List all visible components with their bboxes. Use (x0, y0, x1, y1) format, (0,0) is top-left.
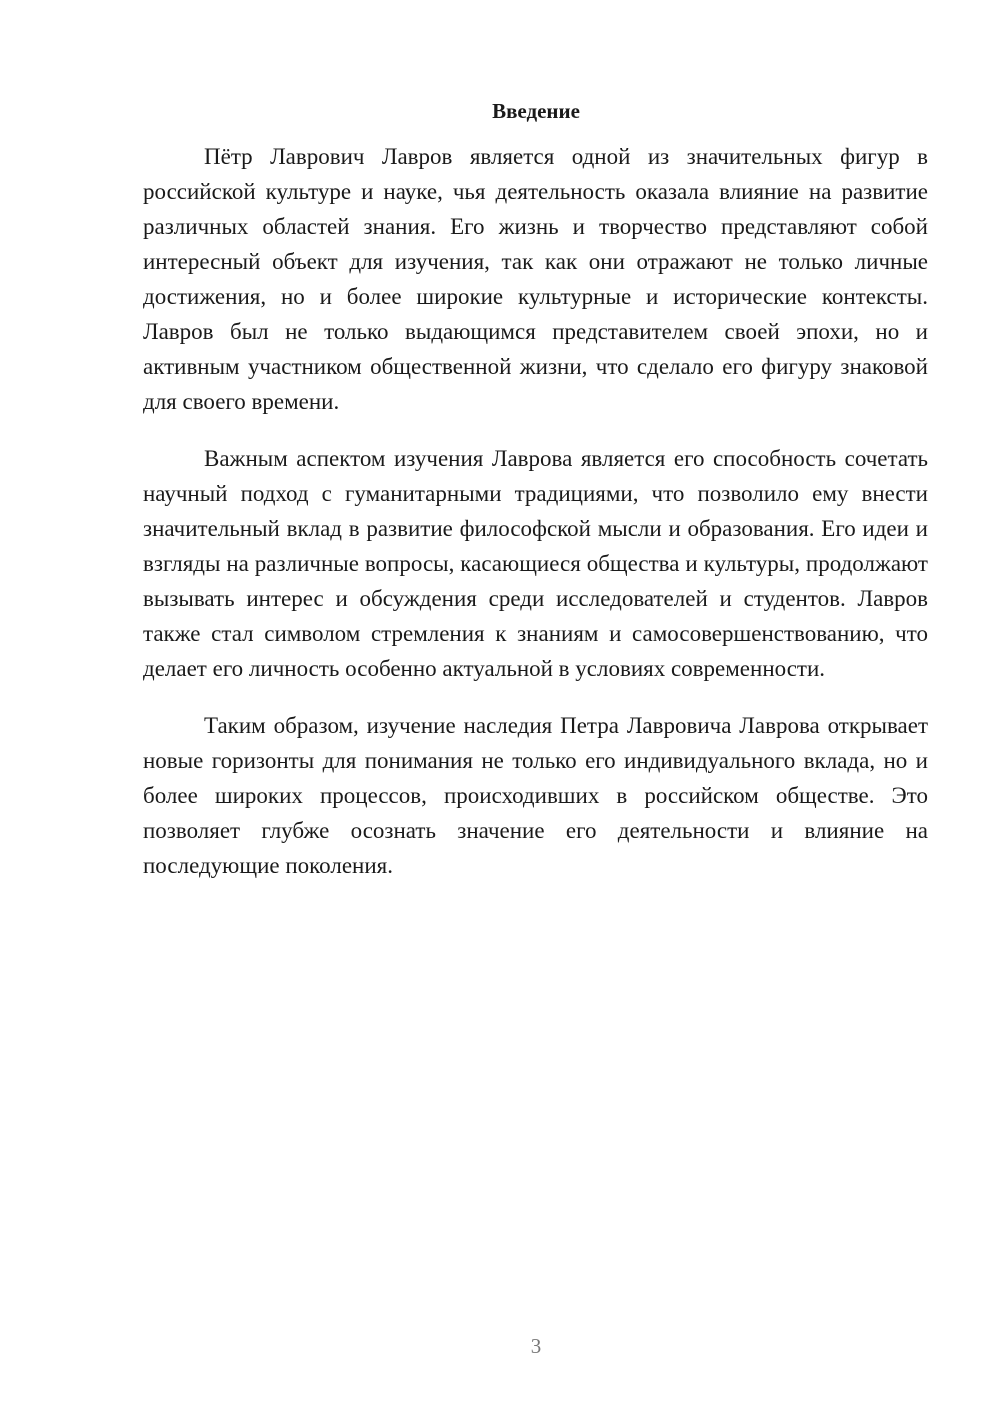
paragraph: Таким образом, изучение наследия Петра Лавровича Лаврова открывает новые горизонты для понимания не только его индивидуального вклада, но и более широких процессов, происходивших в российском обществе. Это позволяет глубже осознать значение его деятельности и влияние на последующие поколения. (143, 713, 928, 878)
paragraph: Важным аспектом изучения Лаврова является его способность сочетать научный подход с гуманитарными традициями, что позволило ему внести значительный вклад в развитие философской мысли и образования. Его идеи и взгляды на различные вопросы, касающиеся общества и культуры, продолжают вызывать интерес и обсуждения среди исследователей и студентов. Лавров также стал символом стремления к знаниям и самосовершенствованию, что делает его личность особенно актуальной в условиях современности. (143, 446, 928, 681)
body-text (143, 139, 928, 905)
paragraph: Пётр Лаврович Лавров является одной из значительных фигур в российской культуре и науке, чья деятельность оказала влияние на развитие различных областей знания. Его жизнь и творчество представляют собой интересный объект для изучения, так как они отражают не только личные достижения, но и более широкие культурные и исторические контексты. Лавров был не только выдающимся представителем своей эпохи, но и активным участником общественной жизни, что сделало его фигуру знаковой для своего времени. (143, 144, 928, 414)
section-heading: Введение (492, 99, 580, 123)
page-number: 3 (530, 1334, 542, 1358)
